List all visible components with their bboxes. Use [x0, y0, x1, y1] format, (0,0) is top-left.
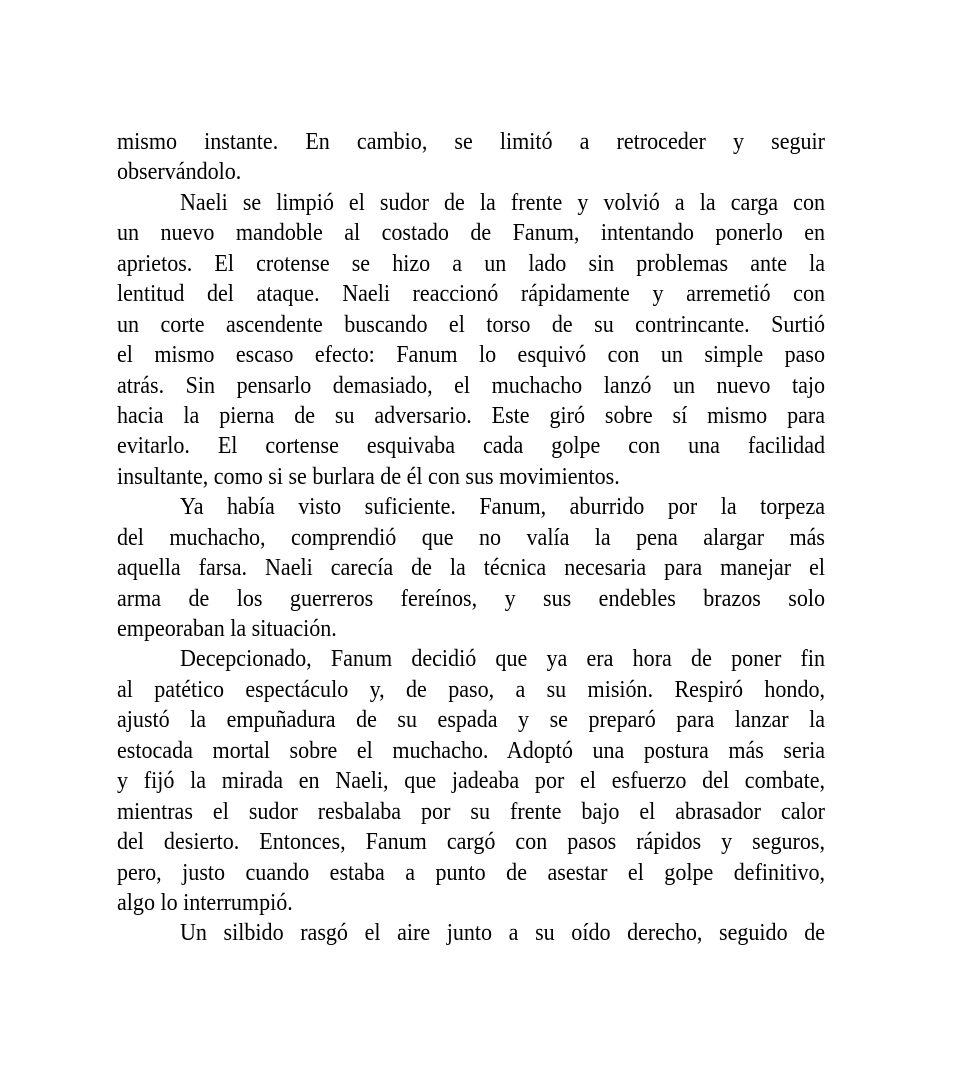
text-line: Decepcionado, Fanum decidió que ya era hora de poner fin	[180, 645, 826, 673]
text-line: Un silbido rasgó el aire junto a su oído derecho, seguido de	[180, 919, 826, 947]
text-line: aquella farsa. Naeli carecía de la técnica necesaria para manejar el	[117, 554, 826, 582]
text-line: un nuevo mandoble al costado de Fanum, intentando ponerlo en	[117, 219, 826, 247]
text-line: al patético espectáculo y, de paso, a su misión. Respiró hondo,	[117, 675, 826, 703]
text-line: evitarlo. El cortense esquivaba cada golpe con una facilidad	[117, 432, 826, 460]
text-line: observándolo.	[117, 158, 242, 186]
text-line: empeoraban la situación.	[117, 615, 337, 642]
text-line: Ya había visto suficiente. Fanum, aburrido por la torpeza	[180, 493, 826, 521]
text-line: pero, justo cuando estaba a punto de asestar el golpe definitivo,	[117, 858, 826, 886]
text-line: hacia la pierna de su adversario. Este giró sobre sí mismo para	[117, 401, 826, 429]
text-line: arma de los guerreros fereínos, y sus endebles brazos solo	[117, 584, 826, 612]
text-line: insultante, como si se burlara de él con sus movimientos.	[117, 462, 620, 490]
paragraph	[117, 918, 825, 948]
body-text	[117, 127, 825, 949]
text-line: y fijó la mirada en Naeli, que jadeaba por el esfuerzo del combate,	[117, 767, 826, 795]
paragraph	[117, 492, 825, 644]
paragraph	[117, 188, 825, 492]
text-line: algo lo interrumpió.	[117, 888, 293, 916]
text-line: lentitud del ataque. Naeli reaccionó rápidamente y arremetió con	[117, 280, 826, 308]
paragraph	[117, 127, 825, 188]
text-line: mientras el sudor resbalaba por su frente bajo el abrasador calor	[117, 797, 826, 825]
text-line: ajustó la empuñadura de su espada y se preparó para lanzar la	[117, 706, 826, 734]
text-line: un corte ascendente buscando el torso de su contrincante. Surtió	[117, 310, 826, 338]
text-line: Naeli se limpió el sudor de la frente y volvió a la carga con	[180, 188, 826, 216]
text-line: del desierto. Entonces, Fanum cargó con pasos rápidos y seguros,	[117, 828, 826, 856]
text-line: atrás. Sin pensarlo demasiado, el muchacho lanzó un nuevo tajo	[117, 371, 826, 399]
text-line: del muchacho, comprendió que no valía la pena alargar más	[117, 523, 826, 551]
text-line: mismo instante. En cambio, se limitó a retroceder y seguir	[117, 128, 826, 155]
text-line: el mismo escaso efecto: Fanum lo esquivó con un simple paso	[117, 341, 826, 369]
text-line: aprietos. El crotense se hizo a un lado sin problemas ante la	[117, 249, 826, 277]
paragraph	[117, 644, 825, 918]
text-line: estocada mortal sobre el muchacho. Adoptó una postura más seria	[117, 736, 826, 764]
